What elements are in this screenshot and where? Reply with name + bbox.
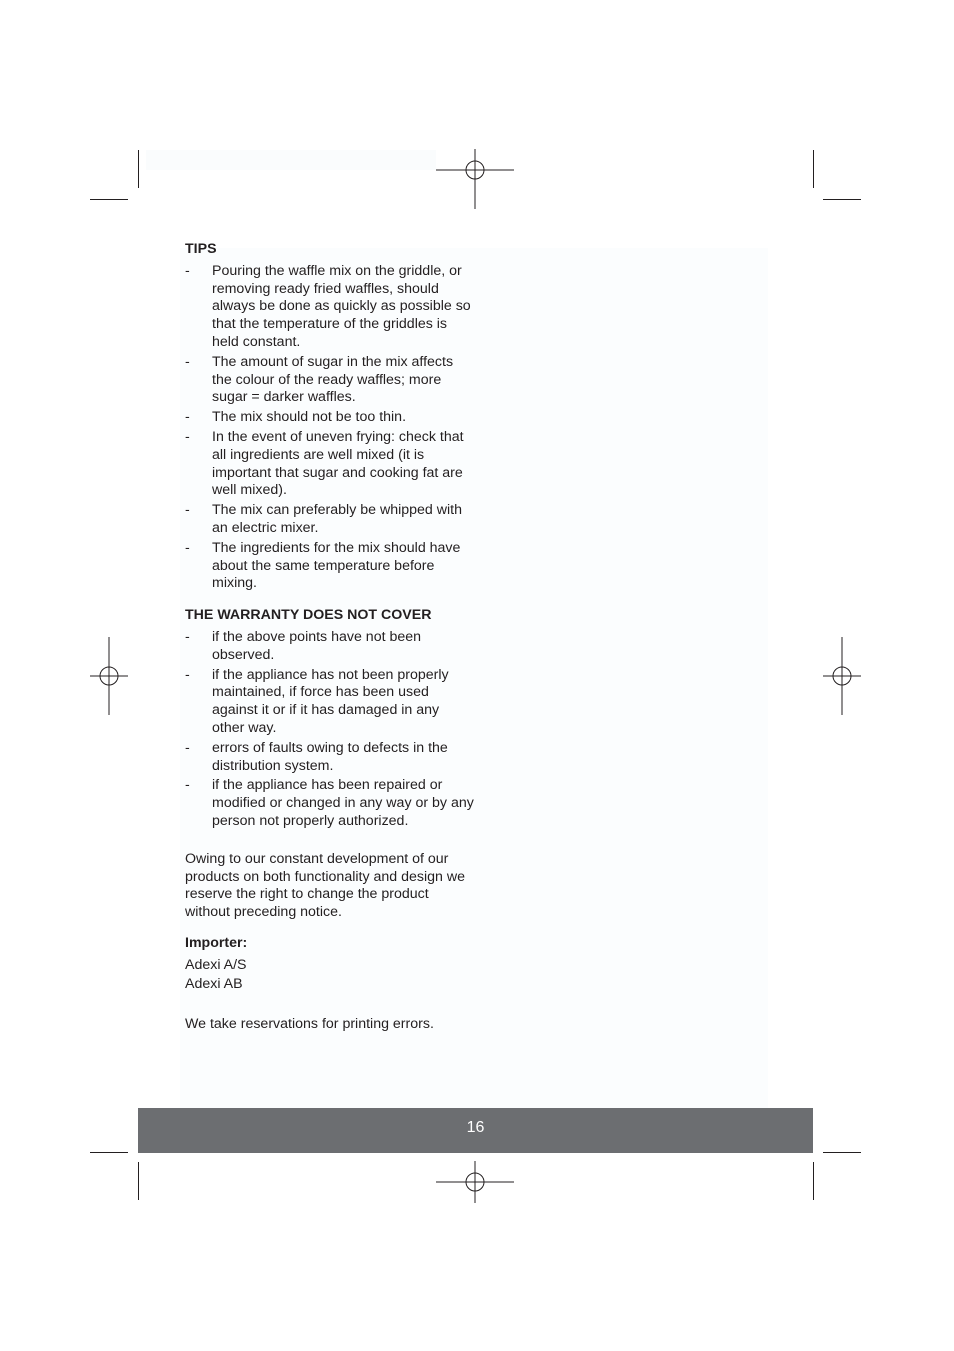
list-item-text: The mix can preferably be whipped with an electric mixer. <box>212 502 462 536</box>
list-dash: - <box>185 666 190 683</box>
list-dash: - <box>185 353 190 370</box>
list-item <box>185 540 475 593</box>
background-tint-top <box>146 150 436 170</box>
list-dash: - <box>185 262 190 279</box>
list-item-text: The amount of sugar in the mix affects the colour of the ready waffles; more sugar = darker waffles. <box>212 353 454 406</box>
importer-company: Adexi AB <box>185 976 243 993</box>
crop-mark <box>138 1162 139 1200</box>
list-dash: - <box>185 502 190 519</box>
footer-bar <box>138 1108 813 1153</box>
list-dash: - <box>185 409 190 426</box>
list-item <box>185 667 475 738</box>
list-item-text: if the appliance has been repaired or modified or changed in any way or by any person not properly authorized. <box>212 777 474 829</box>
crop-mark <box>138 150 139 188</box>
list-dash: - <box>185 539 190 556</box>
list-item-text: The mix should not be too thin. <box>212 409 407 426</box>
list-item <box>185 629 475 665</box>
crop-mark <box>813 1162 814 1200</box>
crop-mark <box>813 150 814 188</box>
list-item <box>185 263 475 352</box>
warranty-list <box>185 629 475 831</box>
printing-note: We take reservations for printing errors. <box>185 1016 434 1033</box>
list-item-text: The ingredients for the mix should have about the same temperature before mixing. <box>212 539 461 592</box>
crop-mark <box>90 199 128 200</box>
list-dash: - <box>185 428 190 445</box>
list-item <box>185 777 475 830</box>
page-number: 16 <box>466 1119 485 1136</box>
list-item <box>185 502 475 538</box>
tips-heading: TIPS <box>185 241 217 257</box>
list-item <box>185 409 475 427</box>
list-item <box>185 740 475 776</box>
document-body <box>185 241 475 1034</box>
list-item-text: if the appliance has not been properly maintained, if force has been used against it or if it has damaged in any other way. <box>212 666 449 736</box>
registration-mark-icon <box>436 1143 514 1221</box>
list-item-text: Pouring the waffle mix on the griddle, or removing ready fried waffles, should always be done as quickly as possible so that the temperature of the griddles is held constant. <box>212 262 471 350</box>
list-item-text: if the above points have not been observed. <box>212 628 422 663</box>
list-dash: - <box>185 739 190 756</box>
notice-paragraph: Owing to our constant development of our products on both functionality and design we reserve the right to change the product without preceding notice. <box>185 850 465 921</box>
registration-mark-icon <box>70 637 148 715</box>
tips-list <box>185 263 475 593</box>
registration-mark-icon <box>436 131 514 209</box>
warranty-heading: THE WARRANTY DOES NOT COVER <box>185 607 432 624</box>
importer-label: Importer: <box>185 934 248 951</box>
list-item <box>185 429 475 500</box>
list-item-text: In the event of uneven frying: check that all ingredients are well mixed (it is important that sugar and cooking fat are well mixed). <box>212 428 464 499</box>
crop-mark <box>90 1152 128 1153</box>
importer-company: Adexi A/S <box>185 956 247 973</box>
registration-mark-icon <box>803 637 881 715</box>
crop-mark <box>823 199 861 200</box>
list-item <box>185 354 475 407</box>
list-dash: - <box>185 777 190 794</box>
list-dash: - <box>185 628 190 645</box>
list-item-text: errors of faults owing to defects in the distribution system. <box>212 739 448 774</box>
crop-mark <box>823 1152 861 1153</box>
